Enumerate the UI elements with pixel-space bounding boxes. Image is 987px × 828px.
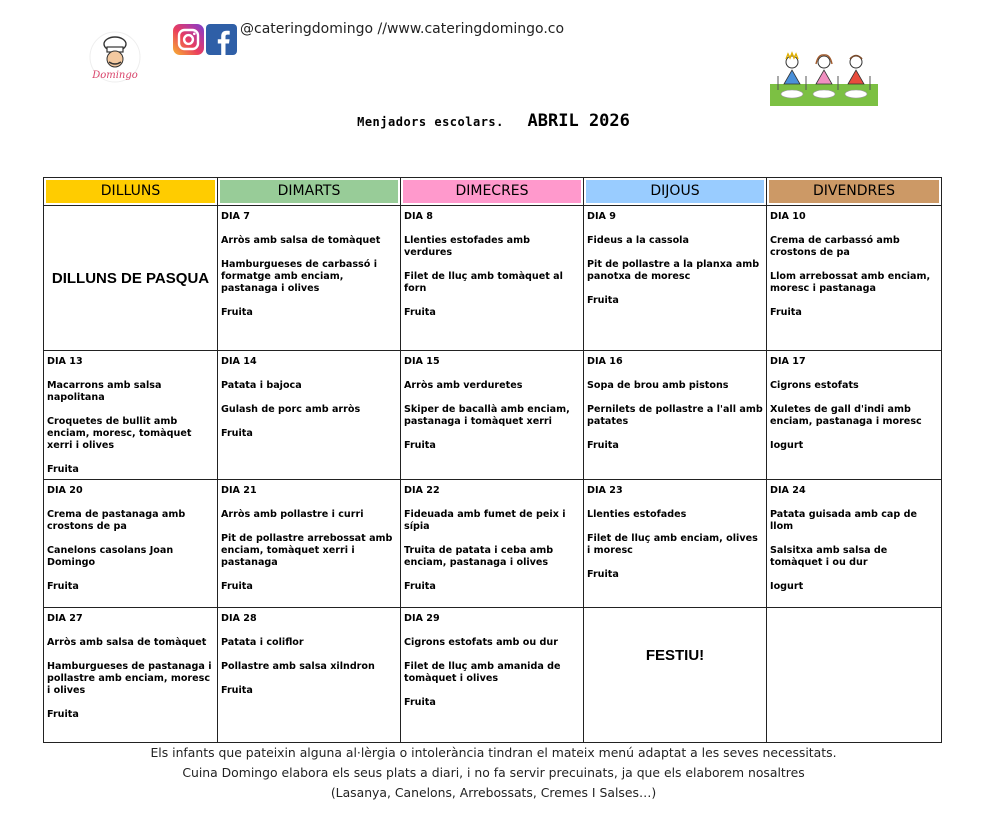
dish: Patata i bajoca xyxy=(221,380,302,391)
day-number: DIA 7 xyxy=(221,211,250,222)
menu-cell-content xyxy=(218,608,400,700)
dish: Filet de lluç amb tomàquet al forn xyxy=(404,271,563,294)
dish: Filet de lluç amb amanida de tomàquet i olives xyxy=(404,661,561,684)
menu-cell xyxy=(44,608,218,743)
dish: Cigrons estofats xyxy=(770,380,859,391)
menu-cell-content xyxy=(584,351,766,455)
menu-cell-content xyxy=(401,480,583,596)
day-number: DIA 29 xyxy=(404,613,440,624)
dessert: Fruita xyxy=(47,464,79,475)
menu-cell xyxy=(767,351,942,480)
menu-cell xyxy=(767,480,942,608)
dish: Truita de patata i ceba amb enciam, pastanaga i olives xyxy=(404,545,554,568)
dessert: Iogurt xyxy=(770,581,804,592)
dish: Crema de pastanaga amb crostons de pa xyxy=(47,509,186,532)
title-month: ABRIL 2026 xyxy=(527,111,630,131)
menu-cell-content xyxy=(218,351,400,443)
menu-cell xyxy=(584,351,767,480)
dish: Llenties estofades amb verdures xyxy=(404,235,530,258)
dessert: Fruita xyxy=(587,569,619,580)
menu-cell xyxy=(218,608,401,743)
day-number: DIA 15 xyxy=(404,356,440,367)
holiday-message: FESTIU! xyxy=(645,647,705,664)
day-number: DIA 28 xyxy=(221,613,257,624)
dessert: Fruita xyxy=(404,581,436,592)
header-dimecres xyxy=(401,178,584,206)
menu-cell xyxy=(401,608,584,743)
day-number: DIA 27 xyxy=(47,613,83,624)
weekday-label: DIVENDRES xyxy=(769,180,939,203)
dish: Llom arrebossat amb enciam, moresc i pastanaga xyxy=(770,271,931,294)
dish: Gulash de porc amb arròs xyxy=(221,404,361,415)
holiday-message: DILLUNS DE PASQUA xyxy=(51,269,210,287)
menu-table xyxy=(43,177,942,743)
dessert: Fruita xyxy=(221,307,253,318)
dish: Patata guisada amb cap de llom xyxy=(770,509,917,532)
week-row xyxy=(44,351,942,480)
logo-text: Domingo xyxy=(92,70,138,81)
header-dijous xyxy=(584,178,767,206)
week-row xyxy=(44,480,942,608)
holiday-cell xyxy=(44,206,218,351)
menu-cell-content xyxy=(218,206,400,322)
menu-cell xyxy=(44,351,218,480)
day-number: DIA 20 xyxy=(47,485,83,496)
dish: Arròs amb verduretes xyxy=(404,380,523,391)
week-row xyxy=(44,608,942,743)
day-number: DIA 24 xyxy=(770,485,806,496)
menu-cell xyxy=(401,206,584,351)
children-illustration xyxy=(770,50,878,106)
weekday-label: DIMARTS xyxy=(220,180,398,203)
dessert: Fruita xyxy=(47,709,79,720)
menu-cell-content xyxy=(44,351,217,479)
menu-cell-content xyxy=(44,480,217,596)
dish: Hamburgueses de carbassó i formatge amb enciam, pastanaga i olives xyxy=(221,259,377,294)
dessert: Fruita xyxy=(221,428,253,439)
dish: Skiper de bacallà amb enciam, pastanaga i tomàquet xerri xyxy=(404,404,570,427)
dessert: Fruita xyxy=(221,581,253,592)
week-row xyxy=(44,206,942,351)
menu-cell-content xyxy=(767,206,941,322)
dish: Macarrons amb salsa napolitana xyxy=(47,380,162,403)
dessert: Fruita xyxy=(404,440,436,451)
header-divendres xyxy=(767,178,942,206)
day-number: DIA 10 xyxy=(770,211,806,222)
dish: Pollastre amb salsa xilndron xyxy=(221,661,375,672)
dish: Fideuada amb fumet de peix i sípia xyxy=(404,509,566,532)
dessert: Fruita xyxy=(404,307,436,318)
dish: Sopa de brou amb pistons xyxy=(587,380,729,391)
holiday-cell xyxy=(584,608,767,743)
allergy-note: Els infants que pateixin alguna al·lèrgia o intolerància tindran el mateix menú adaptat a les seves necessitats. xyxy=(150,745,837,760)
dish: Croquetes de bullit amb enciam, moresc, tomàquet xerri i olives xyxy=(47,416,192,451)
weekday-label: DIMECRES xyxy=(403,180,581,203)
header-dimarts xyxy=(218,178,401,206)
dessert: Iogurt xyxy=(770,440,804,451)
dish: Patata i coliflor xyxy=(221,637,304,648)
dish: Pit de pollastre a la planxa amb panotxa de moresc xyxy=(587,259,760,282)
dessert: Fruita xyxy=(770,307,802,318)
menu-cell-content xyxy=(401,206,583,322)
menu-cell-content xyxy=(584,206,766,310)
menu-cell xyxy=(218,206,401,351)
dessert: Fruita xyxy=(221,685,253,696)
menu-cell-content xyxy=(44,608,217,724)
day-number: DIA 23 xyxy=(587,485,623,496)
menu-cell xyxy=(44,480,218,608)
dish: Arròs amb salsa de tomàquet xyxy=(47,637,207,648)
menu-cell xyxy=(401,351,584,480)
menu-cell xyxy=(584,206,767,351)
dessert: Fruita xyxy=(587,295,619,306)
weekday-header-row xyxy=(44,178,942,206)
weekday-label: DILLUNS xyxy=(46,180,215,203)
page-title xyxy=(0,111,987,131)
dish: Arròs amb pollastre i curri xyxy=(221,509,364,520)
dish: Fideus a la cassola xyxy=(587,235,689,246)
dish: Crema de carbassó amb crostons de pa xyxy=(770,235,900,258)
menu-cell-content xyxy=(767,480,941,596)
day-number: DIA 21 xyxy=(221,485,257,496)
instagram-icon[interactable] xyxy=(173,24,204,55)
menu-cell xyxy=(767,206,942,351)
contact-info: @cateringdomingo //www.cateringdomingo.co xyxy=(240,21,565,37)
dessert: Fruita xyxy=(47,581,79,592)
menu-cell xyxy=(584,480,767,608)
homemade-note: Cuina Domingo elabora els seus plats a diari, i no fa servir precuinats, ja que els elaborem nosaltres xyxy=(182,765,805,780)
day-number: DIA 9 xyxy=(587,211,616,222)
menu-cell-content xyxy=(584,480,766,584)
menu-cell-content xyxy=(401,608,583,712)
dish: Arròs amb salsa de tomàquet xyxy=(221,235,381,246)
menu-cell xyxy=(218,480,401,608)
header-dilluns xyxy=(44,178,218,206)
day-number: DIA 13 xyxy=(47,356,83,367)
day-number: DIA 17 xyxy=(770,356,806,367)
day-number: DIA 22 xyxy=(404,485,440,496)
day-number: DIA 14 xyxy=(221,356,257,367)
title-subtitle: Menjadors escolars. xyxy=(357,115,504,129)
menu-cell xyxy=(218,351,401,480)
dish: Filet de lluç amb enciam, olives i moresc xyxy=(587,533,758,556)
dish: Cigrons estofats amb ou dur xyxy=(404,637,558,648)
dishes-note: (Lasanya, Canelons, Arrebossats, Cremes I Salses…) xyxy=(330,785,657,800)
facebook-icon[interactable] xyxy=(206,24,237,55)
dish: Llenties estofades xyxy=(587,509,687,520)
weekday-label: DIJOUS xyxy=(586,180,764,203)
menu-cell-content xyxy=(767,351,941,455)
dish: Hamburgueses de pastanaga i pollastre amb enciam, moresc i olives xyxy=(47,661,212,696)
menu-cell-content xyxy=(401,351,583,455)
dish: Pit de pollastre arrebossat amb enciam, tomàquet xerri i pastanaga xyxy=(221,533,393,568)
menu-cell-content xyxy=(218,480,400,596)
dish: Pernilets de pollastre a l'all amb patates xyxy=(587,404,763,427)
empty-cell xyxy=(767,608,942,743)
dish: Salsitxa amb salsa de tomàquet i ou dur xyxy=(770,545,888,568)
dessert: Fruita xyxy=(404,697,436,708)
catering-logo xyxy=(88,30,142,84)
dish: Canelons casolans Joan Domingo xyxy=(47,545,174,568)
dish: Xuletes de gall d'indi amb enciam, pastanaga i moresc xyxy=(770,404,922,427)
dessert: Fruita xyxy=(587,440,619,451)
menu-cell xyxy=(401,480,584,608)
day-number: DIA 16 xyxy=(587,356,623,367)
day-number: DIA 8 xyxy=(404,211,433,222)
